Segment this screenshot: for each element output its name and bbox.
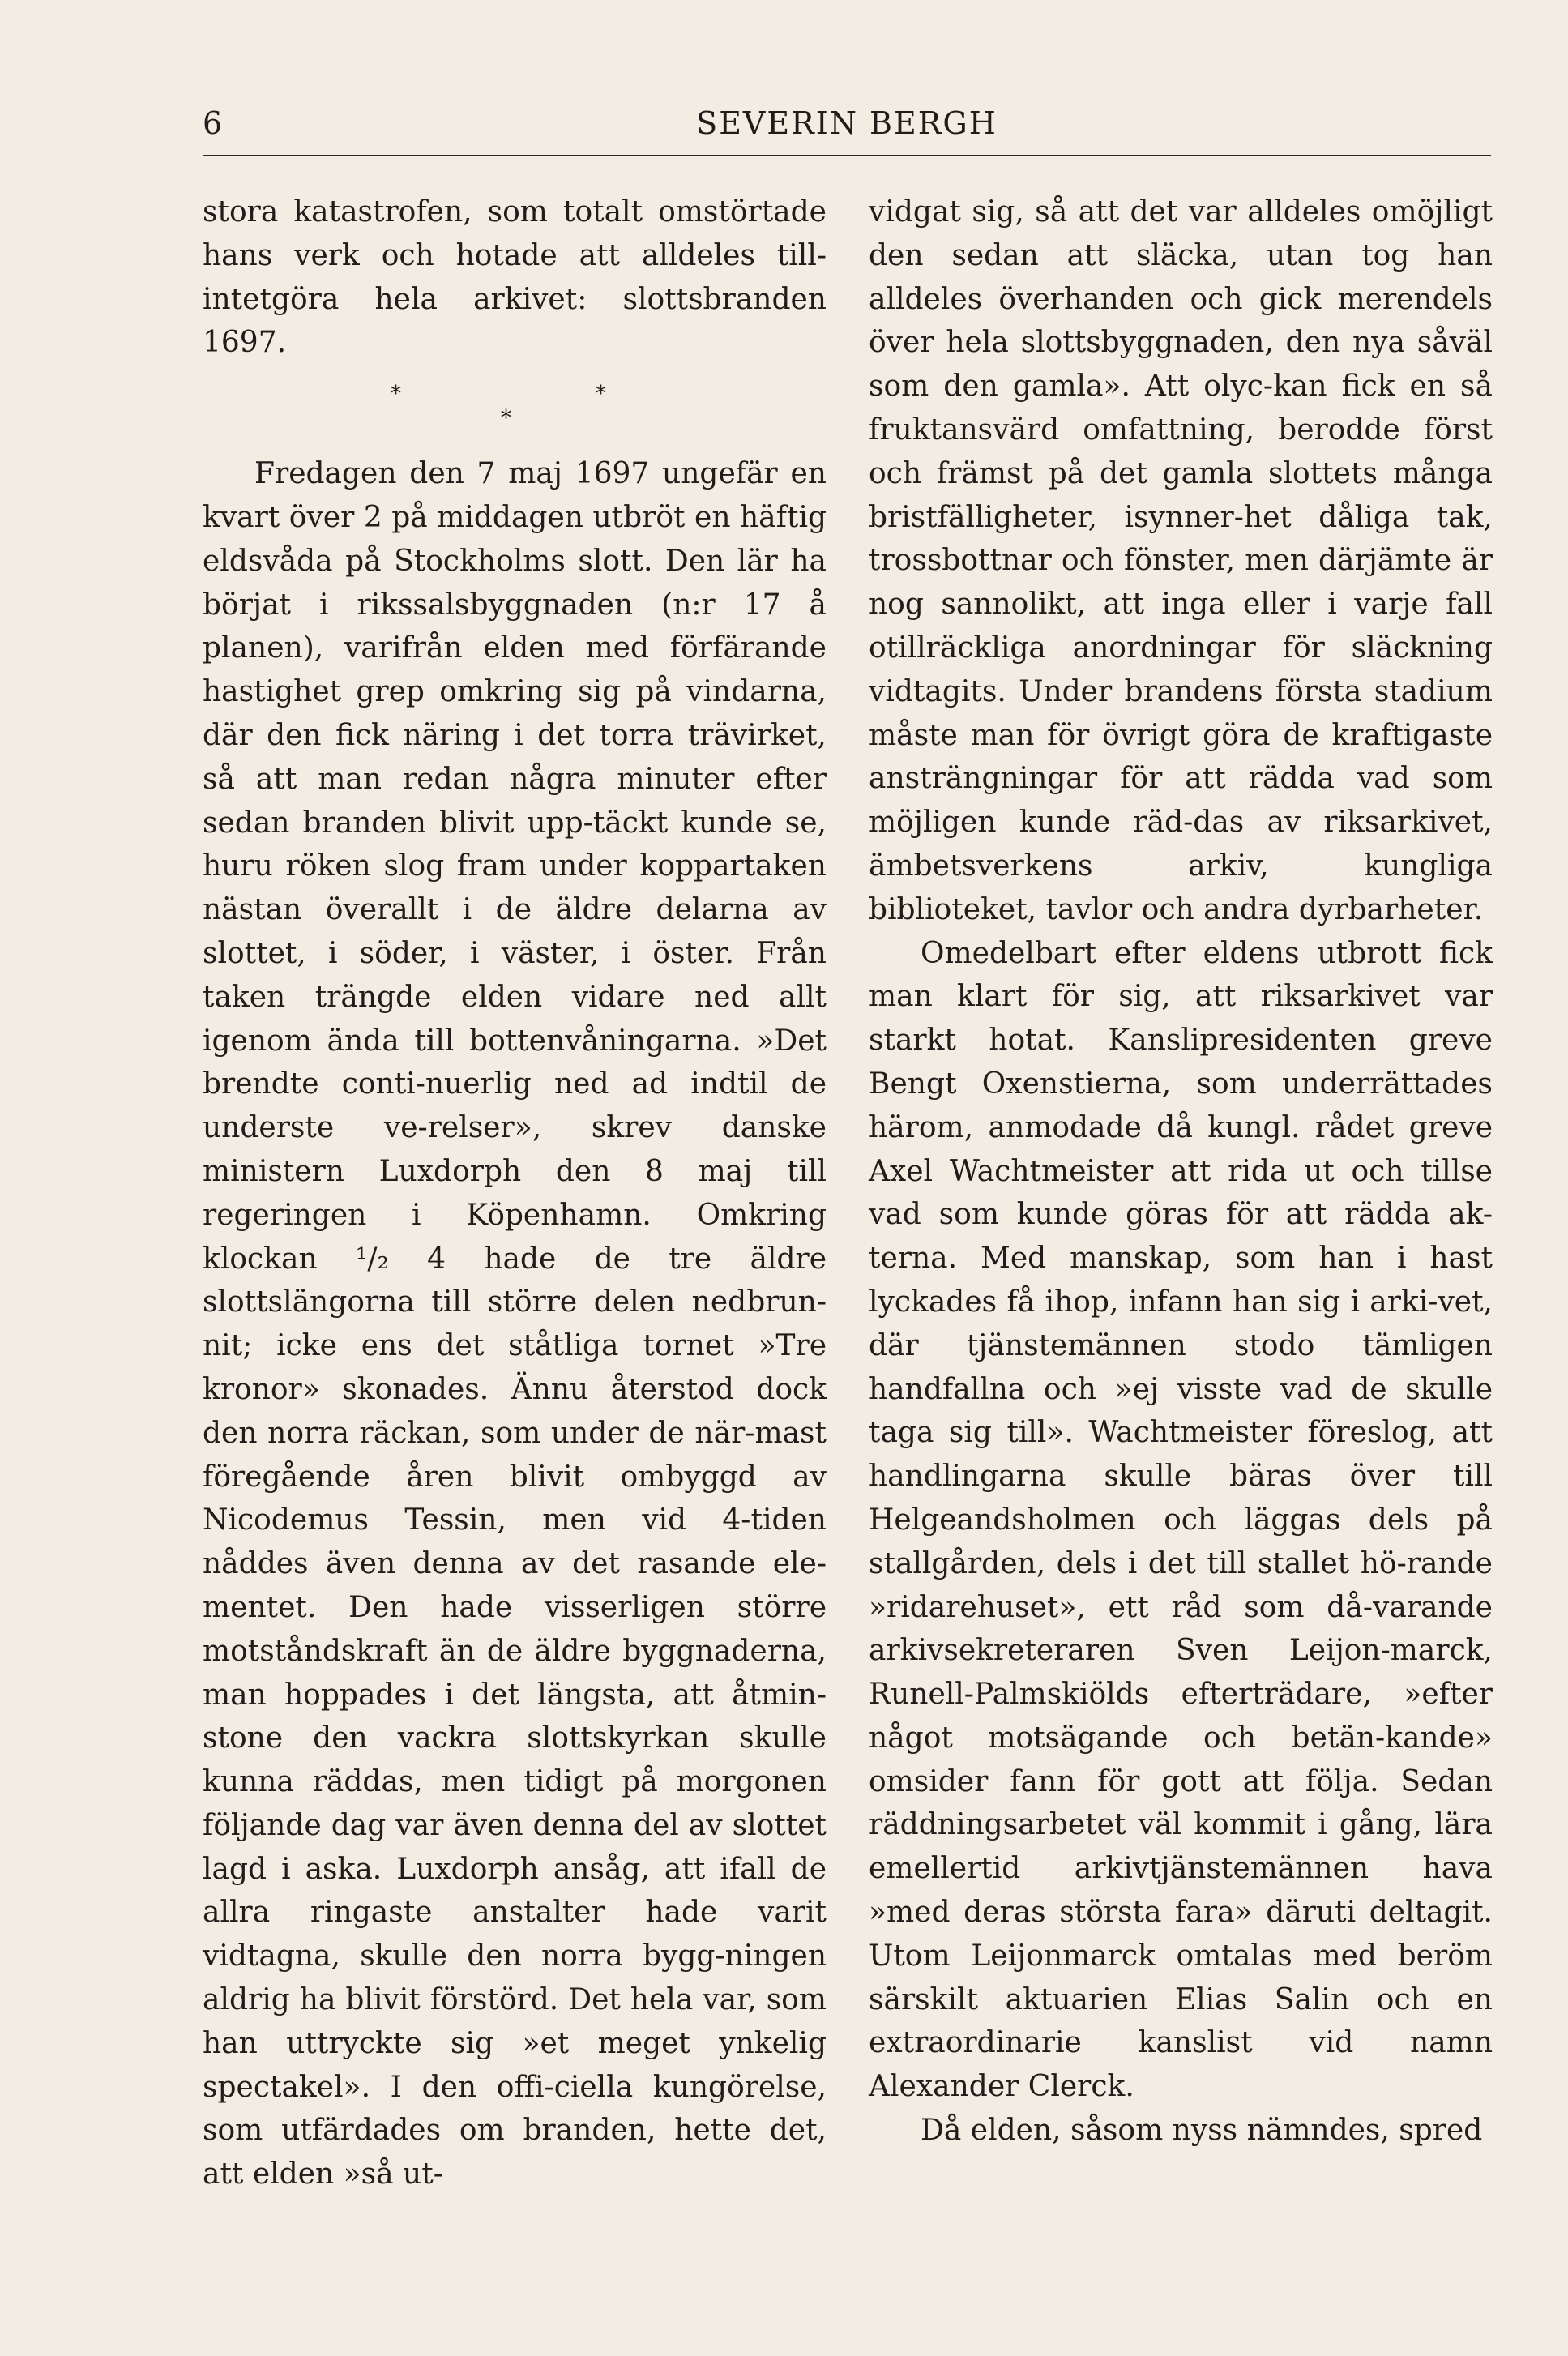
- left-paragraph-2: Fredagen den 7 maj 1697 ungefär en kvart över 2 på middagen utbröt en häftig eldsvåda på Stockholms slott. Den lär ha börjat i rikssalsbyggnaden (n:r 17 å planen), varifrån elden med förfärande hastighet grep omkring sig på vindarna, där den fick näring i det torra trävirket, så att man redan några minuter efter sedan branden blivit upp-täckt kunde se, huru röken slog fram under koppartaken nästan överallt i de äldre delarna av slottet, i söder, i väster, i öster. Från taken trängde elden vidare ned allt igenom ända till bottenvåningarna. »Det brendte conti-nuerlig ned ad indtil de underste ve-relser», skrev danske ministern Luxdorph den 8 maj till regeringen i Köpenhamn. Omkring klockan ¹/₂ 4 hade de tre äldre slottslängorna till större delen nedbrun-nit; icke ens det ståtliga tornet »Tre kronor» skonades. Ännu återstod dock den norra räckan, som under de när-mast föregående åren blivit ombyggd av Nicodemus Tessin, men vid 4-tiden nåddes även denna av det rasande ele-mentet. Den hade visserligen större motståndskraft än de äldre byggnaderna, man hoppades i det längsta, att åtmin-stone den vackra slottskyrkan skulle kunna räddas, men tidigt på morgonen följande dag var även denna del av slottet lagd i aska. Luxdorph ansåg, att ifall de allra ringaste anstalter hade varit vidtagna, skulle den norra bygg-ningen aldrig ha blivit förstörd. Det hela var, som han uttryckte sig »et meget ynkelig spectakel». I den offi-ciella kungörelse, som utfärdades om branden, hette det, att elden »så ut-: [203, 457, 827, 2191]
- header-rule: [203, 155, 1491, 156]
- right-column: [869, 190, 1493, 2153]
- right-paragraph-2: Omedelbart efter eldens utbrott fick man klart för sig, att riksarkivet var starkt hotat. Kanslipresidenten greve Bengt Oxenstierna, som underrättades härom, anmodade då kungl. rådet greve Axel Wachtmeister att rida ut och tillse vad som kunde göras för att rädda ak-terna. Med manskap, som han i hast lyckades få ihop, infann han sig i arki-vet, där tjänstemännen stodo tämligen handfallna och »ej visste vad de skulle taga sig till». Wachtmeister föreslog, att handlingarna skulle bäras över till Helgeandsholmen och läggas dels på stallgården, dels i det till stallet hö-rande »ridarehuset», ett råd som då-varande arkivsekreteraren Sven Leijon-marck, Runell-Palmskiölds efterträdare, »efter något motsägande och betän-kande» omsider fann för gott att följa. Sedan räddningsarbetet väl kommit i gång, lära emellertid arkivtjänstemännen hava »med deras största fara» däruti deltagit. Utom Leijonmarck omtalas med beröm särskilt aktuarien Elias Salin och en extraordinarie kanslist vid namn Alexander Clerck.: [869, 936, 1493, 2104]
- asterisk-3: *: [596, 382, 606, 407]
- asterisk-1: *: [391, 382, 401, 407]
- section-separator: [203, 365, 827, 452]
- running-title: SEVERIN BERGH: [696, 105, 998, 141]
- right-paragraph-3: Då elden, såsom nyss nämndes, spred: [921, 2114, 1483, 2148]
- page-header: [203, 97, 1491, 154]
- page-number: 6: [203, 105, 224, 141]
- left-paragraph-1: stora katastrofen, som totalt omstörtade hans verk och hotade att alldeles till-intetgöra hela arkivet: slottsbranden 1697.: [203, 195, 827, 360]
- asterisk-2: *: [501, 406, 511, 431]
- left-column: [203, 190, 827, 2196]
- right-paragraph-1: vidgat sig, så att det var alldeles omöjligt den sedan att släcka, utan tog han alldeles överhanden och gick merendels över hela slottsbyggnaden, den nya såväl som den gamla». Att olyc-kan fick en så fruktansvärd omfattning, berodde först och främst på det gamla slottets många bristfälligheter, isynner-het dåliga tak, trossbottnar och fönster, men därjämte är nog sannolikt, att inga eller i varje fall otillräckliga anordningar för släckning vidtagits. Under brandens första stadium måste man för övrigt göra de kraftigaste ansträngningar för att rädda vad som möjligen kunde räd-das av riksarkivet, ämbetsverkens arkiv, kungliga biblioteket, tavlor och andra dyrbarheter.: [869, 195, 1493, 926]
